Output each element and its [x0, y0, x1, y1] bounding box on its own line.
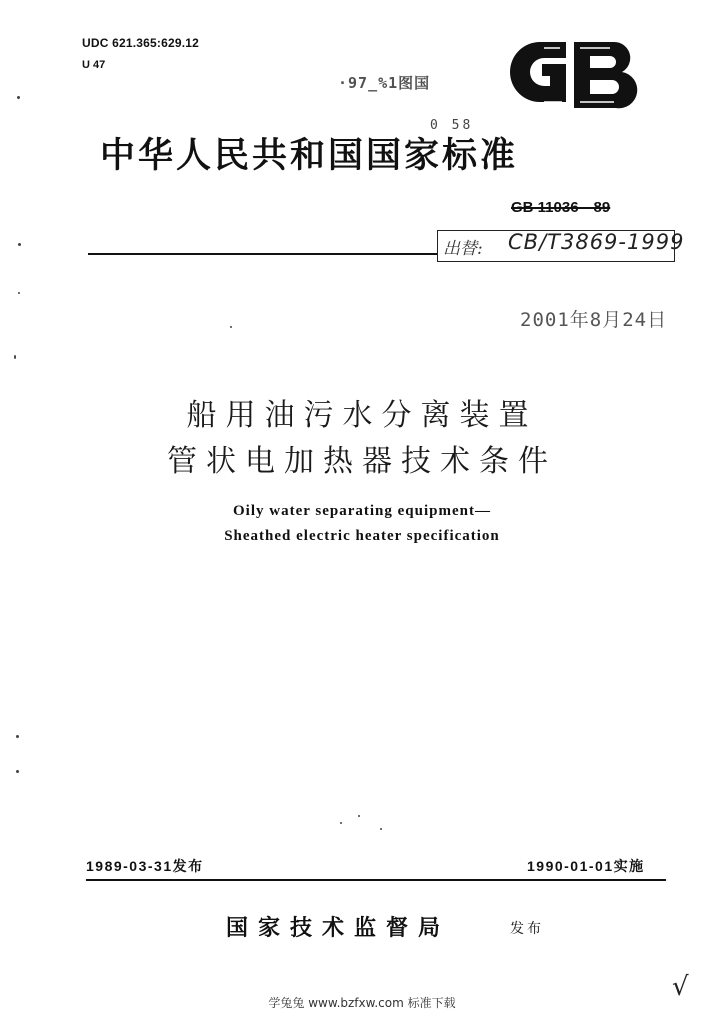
implement-date: 1990-01-01实施	[527, 858, 645, 874]
footer-watermark: 学兔兔 www.bzfxw.com 标准下载	[268, 996, 456, 1010]
header-rule	[88, 253, 438, 255]
issue-word: 发布	[510, 921, 544, 937]
national-standard-title: 中华人民共和国国家标准	[100, 135, 519, 176]
date-stamp: 2001年8月24日	[520, 309, 668, 331]
title-cn-line2: 管状电加热器技术条件	[167, 444, 557, 479]
scan-speck	[17, 96, 20, 99]
scan-speck	[380, 828, 382, 830]
scan-speck	[358, 815, 360, 817]
publish-date: 1989-03-31发布	[86, 858, 204, 874]
date-rule	[86, 879, 666, 881]
scan-speck	[230, 326, 232, 328]
scan-speck	[340, 822, 342, 824]
scan-speck	[18, 243, 21, 246]
replacement-label: 出替:	[443, 239, 483, 259]
issuing-authority: 国家技术监督局	[226, 915, 451, 941]
title-cn-line1: 船用油污水分离装置	[186, 398, 538, 433]
received-stamp: ·97_%1图国	[338, 74, 431, 92]
scan-speck	[16, 770, 19, 773]
title-en-line2: Sheathed electric heater specification	[224, 528, 500, 544]
scan-speck	[14, 355, 16, 359]
stamp-number: 0 58	[430, 118, 474, 133]
scan-speck	[16, 735, 19, 738]
replacement-code: CB/T3869-1999	[508, 230, 685, 254]
classification-code: U 47	[82, 59, 106, 71]
title-en-line1: Oily water separating equipment—	[233, 503, 491, 519]
gb-logo	[500, 38, 640, 114]
checkmark-icon: √	[672, 972, 689, 1002]
udc-code: UDC 621.365:629.12	[82, 36, 200, 50]
scan-speck	[18, 292, 20, 294]
old-standard-code: GB 11036—89	[511, 199, 611, 216]
